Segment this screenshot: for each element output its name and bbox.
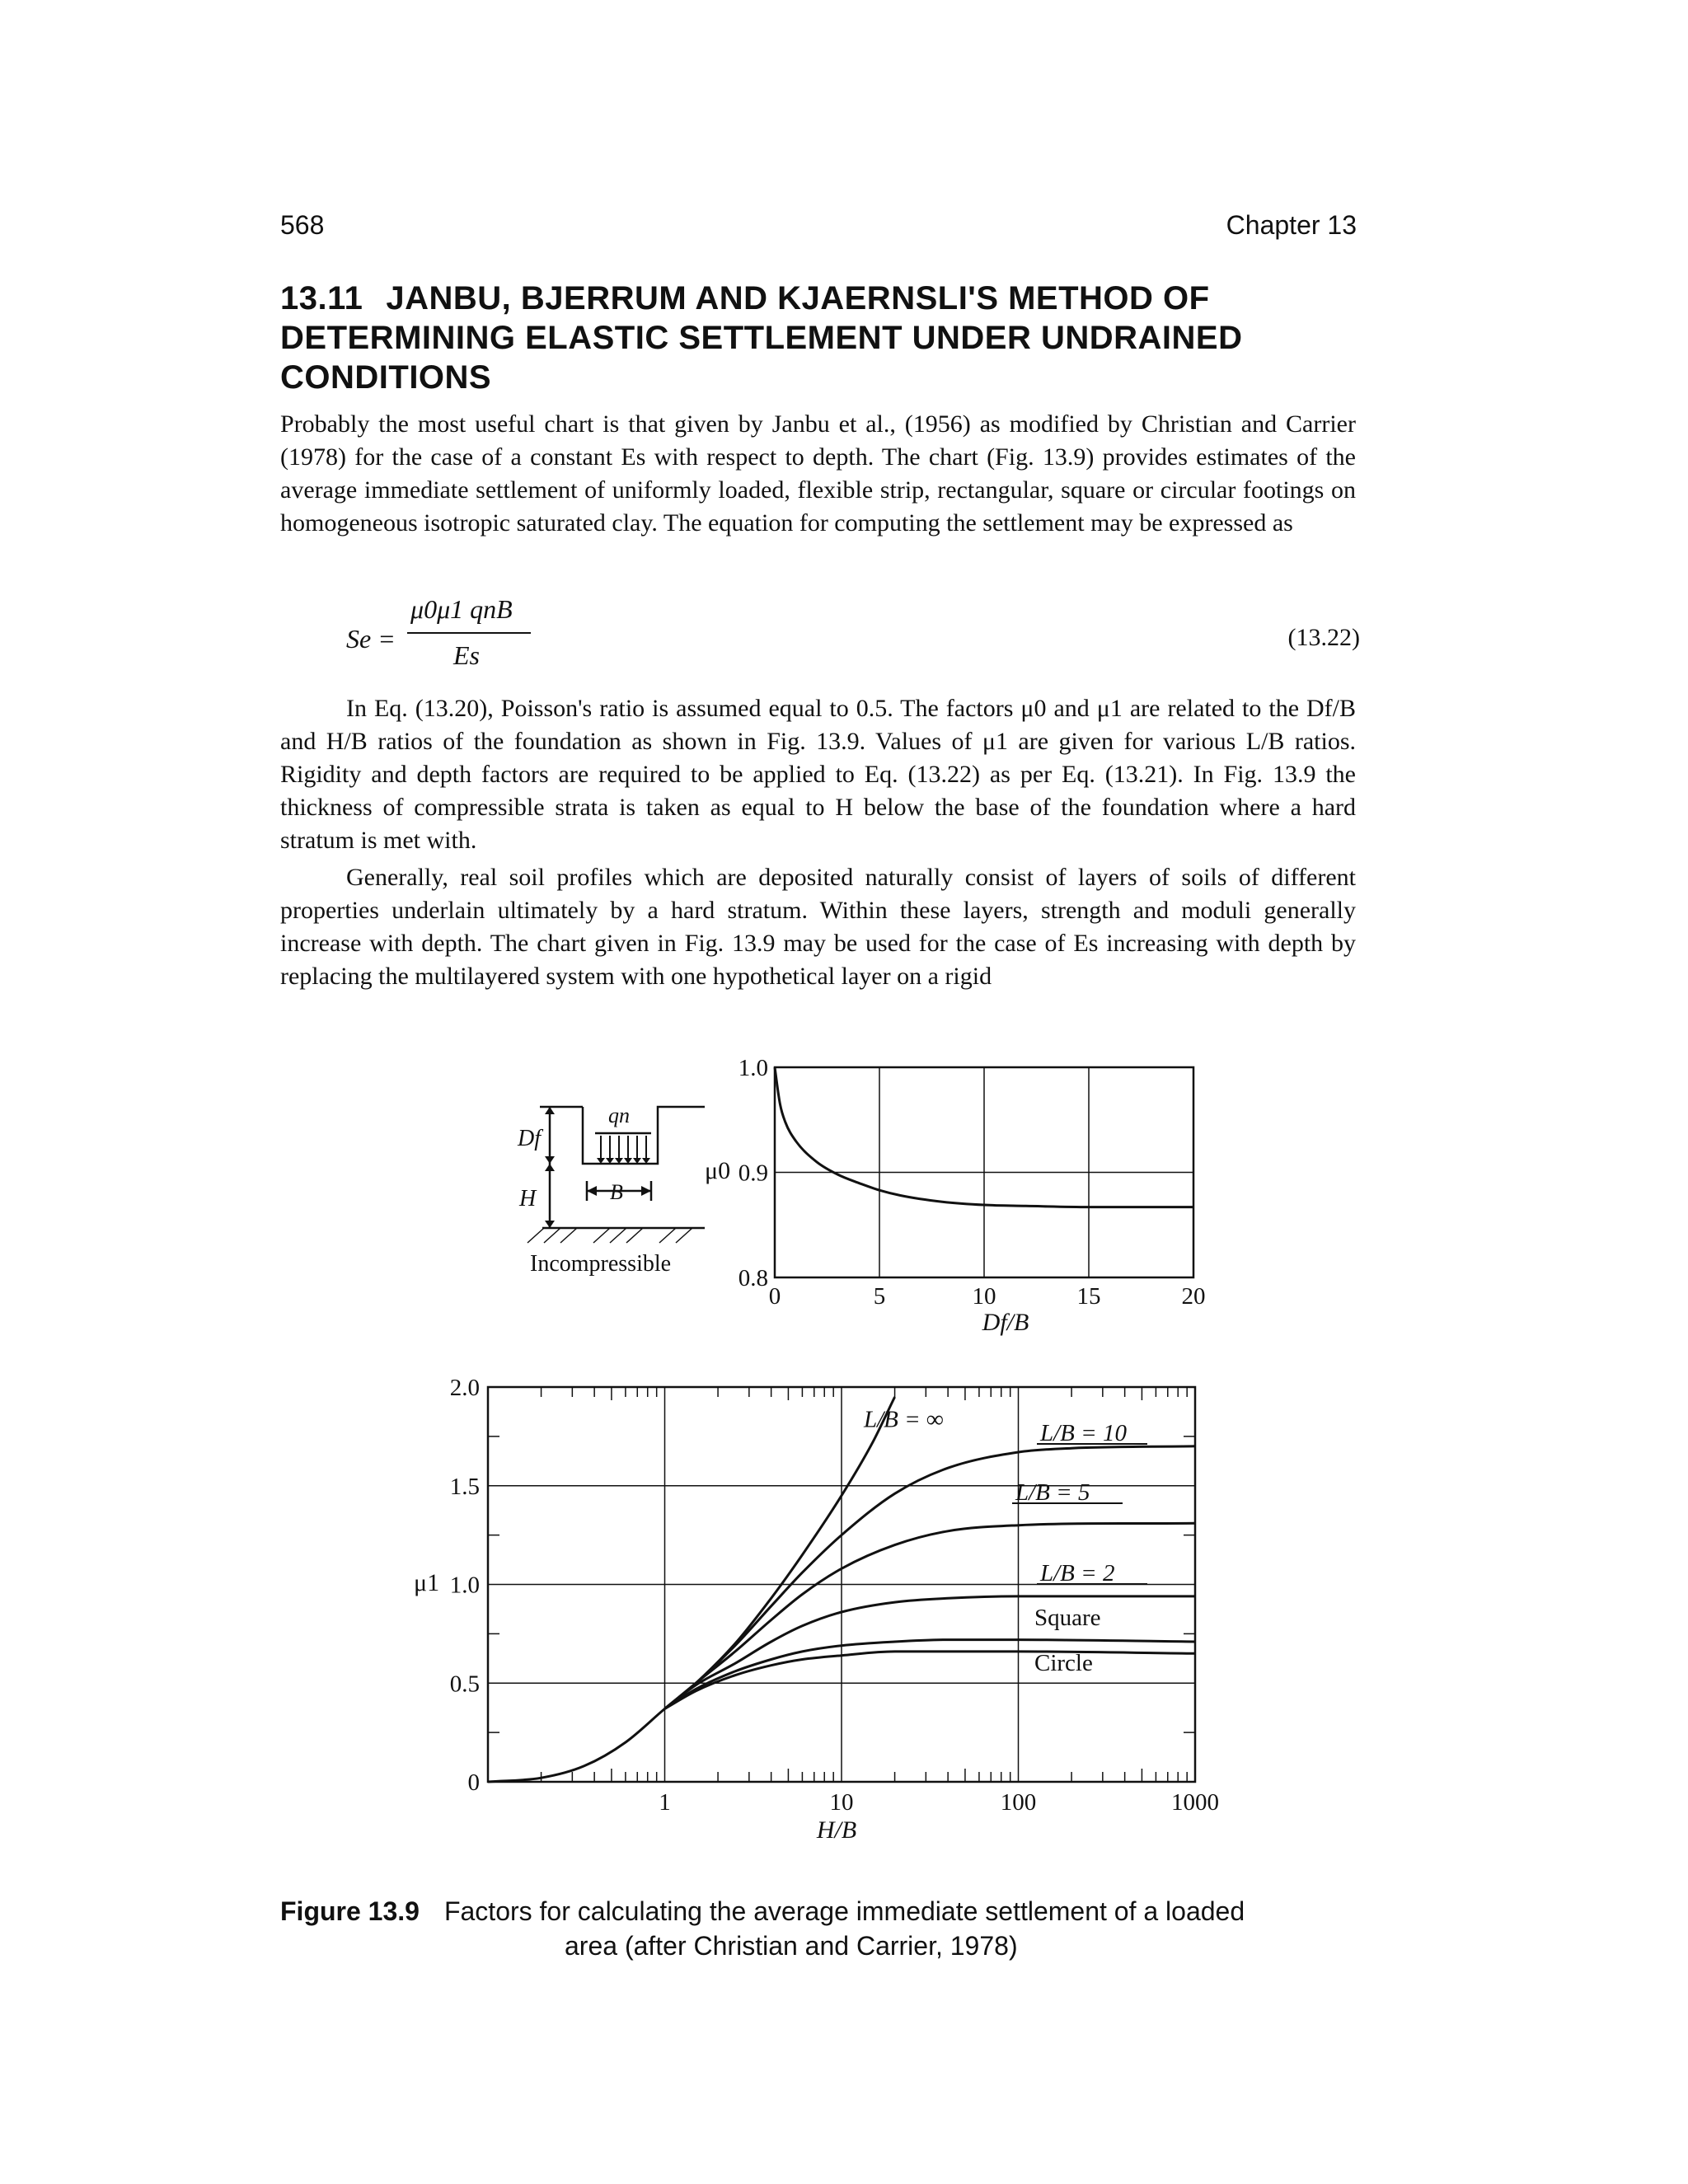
mu1-curve bbox=[665, 1640, 1196, 1709]
mu1-curve bbox=[488, 1397, 895, 1782]
page-number: 568 bbox=[280, 210, 325, 240]
mu1-axis-label: μ1 bbox=[414, 1569, 440, 1596]
equation-denominator: Es bbox=[453, 640, 480, 670]
mu0-y-tick-label: 1.0 bbox=[738, 1055, 768, 1081]
section-number: 13.11 bbox=[280, 280, 363, 316]
mu1-x-tick-label: 1 bbox=[659, 1789, 671, 1816]
section-title: JANBU, BJERRUM AND KJAERNSLI'S METHOD OF DETERMINING ELASTIC SETTLEMENT UNDER UNDRAINED CONDITIONS bbox=[280, 280, 1243, 396]
footing-arrows bbox=[545, 1107, 651, 1228]
df-label: Df bbox=[518, 1126, 541, 1151]
mu1-y-tick-label: 0.5 bbox=[449, 1671, 480, 1698]
mu1-curve bbox=[665, 1652, 1196, 1708]
mu0-x-tick-label: 15 bbox=[1076, 1283, 1101, 1310]
mu0-y-tick-label: 0.8 bbox=[738, 1265, 768, 1291]
paragraph-3: Generally, real soil profiles which are deposited naturally consist of layers of soils of different properties underlain ultimately by a hard stratum. Within these layers, strength and moduli generally increase with depth. The chart given in Fig. 13.9 may be used for the case of Es increasing with depth by replacing the multilayered system with one hypothetical layer on a rigid bbox=[280, 864, 1356, 990]
mu0-x-tick-label: 20 bbox=[1181, 1283, 1206, 1310]
mu1-series-label: Square bbox=[1034, 1605, 1101, 1631]
dfb-axis-label: Df/B bbox=[982, 1309, 1029, 1336]
mu1-y-tick-label: 0 bbox=[467, 1769, 480, 1796]
figure-caption bbox=[280, 1894, 1385, 1963]
chapter-label: Chapter 13 bbox=[1226, 210, 1357, 240]
equation-lhs: Se = bbox=[346, 624, 396, 654]
hb-axis-label: H/B bbox=[816, 1816, 857, 1844]
mu0-x-tick-label: 10 bbox=[972, 1283, 996, 1310]
mu1-y-tick-label: 1.0 bbox=[449, 1572, 480, 1599]
mu1-x-tick-label: 10 bbox=[829, 1789, 854, 1816]
b-label: B bbox=[610, 1180, 623, 1204]
h-label: H bbox=[519, 1186, 537, 1212]
incompressible-label: Incompressible bbox=[530, 1251, 672, 1277]
figure-label: Figure 13.9 bbox=[280, 1896, 420, 1926]
mu1-x-tick-label: 100 bbox=[1000, 1789, 1037, 1816]
mu0-chart bbox=[738, 1055, 1206, 1310]
mu1-series-label: L/B = 2 bbox=[1040, 1560, 1115, 1586]
mu1-chart bbox=[450, 1375, 1219, 1816]
mu0-y-tick-label: 0.9 bbox=[738, 1160, 768, 1187]
mu0-x-tick-label: 0 bbox=[768, 1283, 781, 1310]
qn-label: qn bbox=[608, 1104, 630, 1127]
mu0-axis-label: μ0 bbox=[705, 1157, 731, 1184]
mu1-series-label: Circle bbox=[1034, 1650, 1093, 1676]
mu1-series-label: L/B = ∞ bbox=[863, 1406, 944, 1433]
mu1-curve bbox=[665, 1523, 1196, 1708]
paragraph-1: Probably the most useful chart is that given by Janbu et al., (1956) as modified by Christian and Carrier (1978) for the case of a constant Es with respect to depth. The chart (Fig. 13.9) provides estimates of the average immediate settlement of uniformly loaded, flexible strip, rectangular, square or circular footings on homogeneous isotropic saturated clay. The equation for computing the settlement may be expressed as bbox=[280, 410, 1356, 537]
equation-number: (13.22) bbox=[1287, 624, 1360, 651]
equation-numerator: μ0μ1 qnB bbox=[410, 594, 513, 624]
mu1-y-tick-label: 2.0 bbox=[449, 1375, 480, 1401]
mu1-x-tick-label: 1000 bbox=[1171, 1789, 1219, 1816]
mu0-x-tick-label: 5 bbox=[873, 1283, 886, 1310]
paragraph-2: In Eq. (13.20), Poisson's ratio is assumed equal to 0.5. The factors μ0 and μ1 are related to the Df/B and H/B ratios of the foundation as shown in Fig. 13.9. Values of μ1 are given for various L/B ratios. Rigidity and depth factors are required to be applied to Eq. (13.22) as per Eq. (13.21). In Fig. 13.9 the thickness of compressible strata is taken as equal to H below the base of the foundation where a hard stratum is met with. bbox=[280, 695, 1356, 854]
mu1-series-label: L/B = 5 bbox=[1015, 1479, 1090, 1506]
caption-line-2: area (after Christian and Carrier, 1978) bbox=[565, 1931, 1018, 1961]
mu1-series-label: L/B = 10 bbox=[1040, 1420, 1127, 1446]
mu1-y-tick-label: 1.5 bbox=[449, 1473, 480, 1500]
caption-line-1: Factors for calculating the average immediate settlement of a loaded bbox=[443, 1896, 1245, 1926]
